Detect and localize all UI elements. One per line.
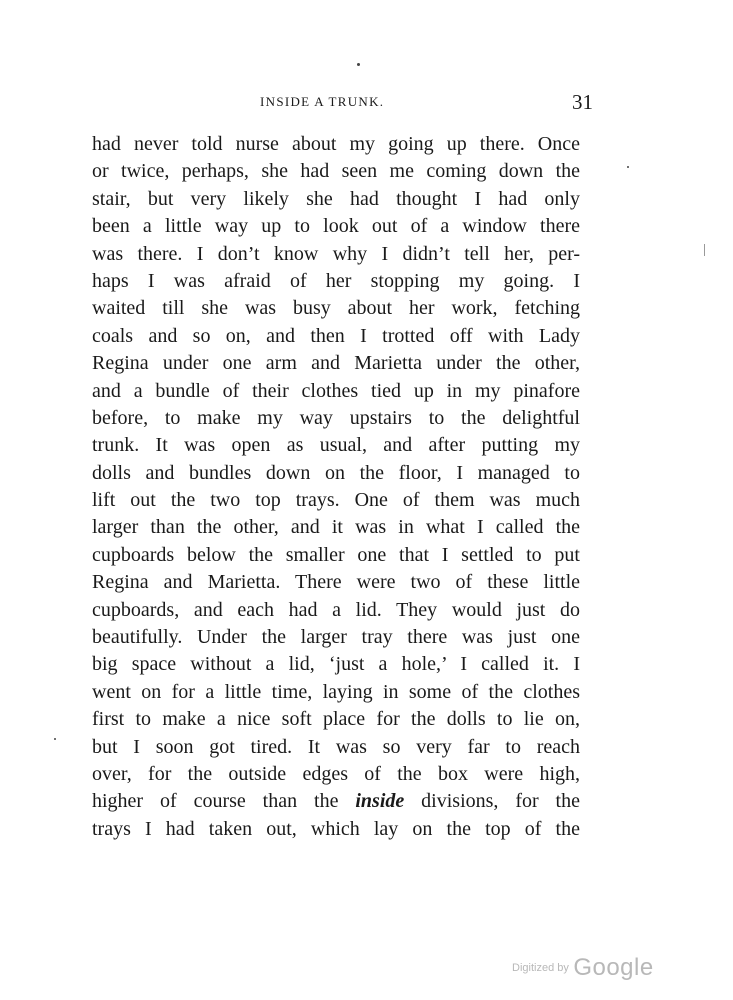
line-text: divisions, for the (404, 790, 580, 813)
text-line: dolls and bundles down on the floor, I managed to (92, 461, 580, 484)
google-logo: Google (573, 954, 654, 981)
text-line: Regina and Marietta. There were two of these little (92, 571, 580, 594)
text-line: first to make a nice soft place for the dolls to lie on, (92, 708, 580, 731)
text-line: trays I had taken out, which lay on the top of the (92, 817, 580, 840)
ink-speck (704, 244, 705, 256)
page-header (92, 92, 597, 116)
text-line: cupboards below the smaller one that I settled to put (92, 543, 580, 566)
text-line-with-emphasis (92, 788, 580, 815)
text-line: coals and so on, and then I trotted off with Lady (92, 324, 580, 347)
text-line: stair, but very likely she had thought I had only (92, 187, 580, 210)
text-line: went on for a little time, laying in some of the clothes (92, 680, 580, 703)
running-title: INSIDE A TRUNK. (260, 94, 385, 109)
page-number: 31 (572, 90, 593, 114)
line-text: higher of course than the (92, 790, 356, 813)
text-line: had never told nurse about my going up there. Once (92, 133, 580, 155)
text-line: Regina under one arm and Marietta under the other, (92, 352, 580, 375)
digitized-by-label: Digitized by (512, 962, 569, 974)
text-line: beautifully. Under the larger tray there was just one (92, 626, 580, 649)
text-line: been a little way up to look out of a window there (92, 215, 580, 238)
digitized-watermark (512, 954, 654, 982)
body-text (92, 131, 580, 843)
emphasized-word: inside (355, 790, 405, 813)
text-line: but I soon got tired. It was so very far to reach (92, 735, 580, 758)
text-line: over, for the outside edges of the box were high, (92, 762, 580, 785)
ink-speck (54, 738, 56, 740)
text-line: cupboards, and each had a lid. They would just do (92, 598, 580, 621)
ink-speck (627, 166, 629, 168)
text-line: and a bundle of their clothes tied up in my pinafore (92, 379, 580, 402)
text-line: or twice, perhaps, she had seen me coming down the (92, 160, 580, 183)
text-line: haps I was afraid of her stopping my going. I (92, 269, 580, 292)
text-line: before, to make my way upstairs to the delightful (92, 406, 580, 429)
text-line: larger than the other, and it was in what I called the (92, 516, 580, 539)
text-line: waited till she was busy about her work, fetching (92, 297, 580, 320)
text-line: was there. I don’t know why I didn’t tell her, per- (92, 242, 580, 265)
text-line: trunk. It was open as usual, and after putting my (92, 434, 580, 457)
ink-speck (357, 63, 360, 66)
text-line: lift out the two top trays. One of them was much (92, 489, 580, 512)
text-line: big space without a lid, ‘just a hole,’ I called it. I (92, 653, 580, 676)
